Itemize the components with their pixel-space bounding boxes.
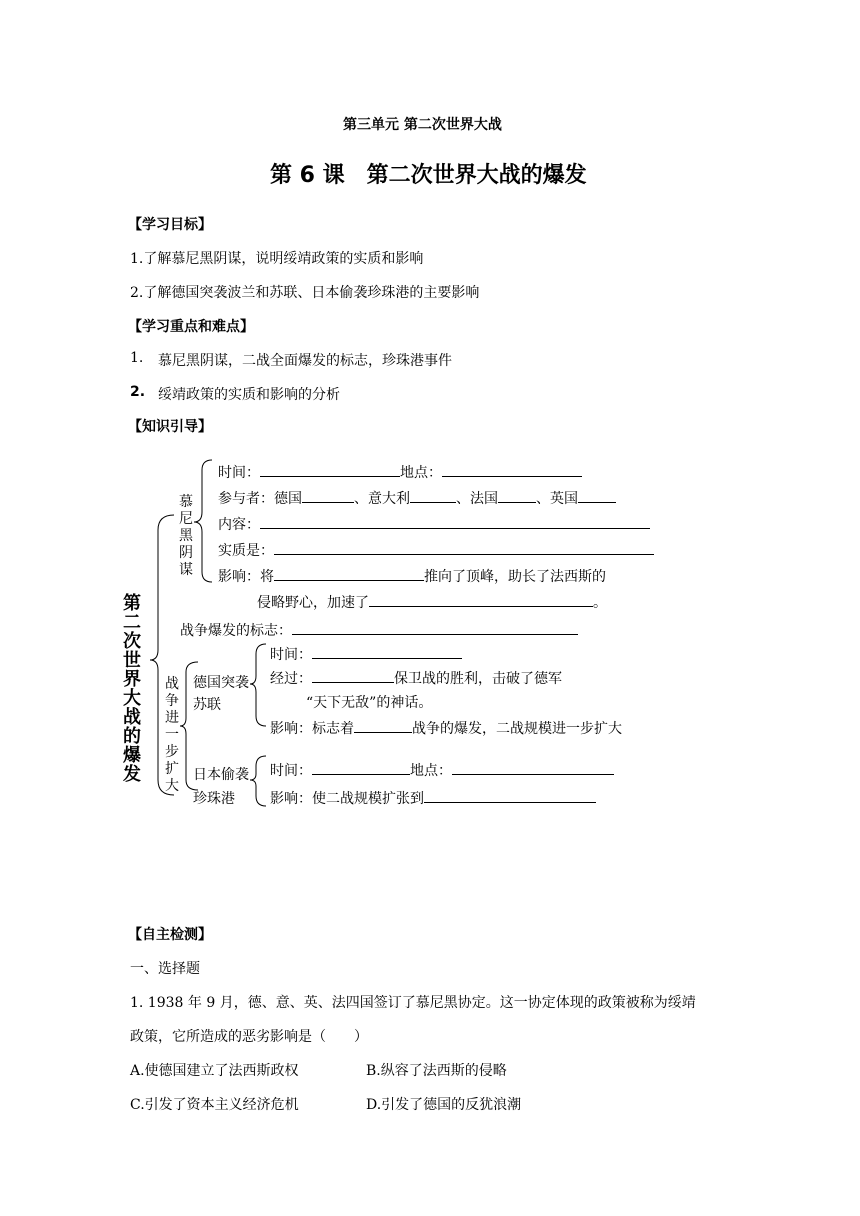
- guide-heading: 【知识引导】: [128, 419, 212, 435]
- blank: [354, 718, 412, 733]
- munich-time-row: [218, 462, 582, 482]
- option-a: A.使德国建立了法西斯政权: [130, 1063, 299, 1079]
- selftest-section: 一、选择题: [130, 961, 200, 977]
- expand-label: 战争进一步扩大: [165, 676, 179, 794]
- goal-item: 2.了解德国突袭波兰和苏联、日本偷袭珍珠港的主要影响: [130, 285, 480, 301]
- blank: [369, 592, 593, 607]
- blank: [578, 488, 616, 503]
- germany-process-row-2: “天下无敌”的神话。: [306, 695, 433, 711]
- blank: [498, 488, 536, 503]
- guide-root-label: 第二次世界大战的爆发: [123, 593, 141, 785]
- effect-label: 影响：将: [218, 569, 274, 585]
- goal-item: 1.了解慕尼黑阴谋，说明绥靖政策的实质和影响: [130, 251, 424, 267]
- blank: [260, 514, 650, 529]
- blank: [274, 566, 424, 581]
- japan-label: 珍珠港: [193, 791, 235, 807]
- munich-label: 慕尼黑阴谋: [179, 494, 193, 578]
- period: 。: [593, 595, 607, 611]
- goals-heading: 【学习目标】: [128, 217, 212, 233]
- germany-label: 德国突袭苏联: [193, 675, 249, 713]
- effect-label: 影响：使二战规模扩张到: [270, 791, 424, 807]
- keypoint-text: 绥靖政策的实质和影响的分析: [158, 387, 340, 403]
- blank: [274, 540, 654, 555]
- place-label: 地点：: [410, 763, 452, 779]
- germany-process-row: [270, 668, 562, 688]
- unit-title: 第三单元 第二次世界大战: [343, 117, 502, 133]
- blank: [312, 760, 410, 775]
- outbreak-row: [180, 620, 578, 640]
- blank: [312, 644, 462, 659]
- munich-effect-row: [218, 566, 606, 586]
- keypoint-text: 慕尼黑阴谋，二战全面爆发的标志，珍珠港事件: [158, 353, 452, 369]
- munich-time-label: 时间：: [218, 465, 260, 481]
- content-label: 内容：: [218, 517, 260, 533]
- time-label: 时间：: [270, 763, 312, 779]
- munich-content-row: [218, 514, 650, 534]
- italy-label: 、意大利: [354, 491, 410, 507]
- keypoints-heading: 【学习重点和难点】: [128, 319, 254, 335]
- japan-effect-row: [270, 788, 596, 808]
- option-c: C.引发了资本主义经济危机: [130, 1097, 299, 1113]
- keypoint-num: 2.: [130, 384, 146, 400]
- germany-effect-row: [270, 718, 622, 738]
- germany-time-row: [270, 644, 462, 664]
- selftest-heading: 【自主检测】: [128, 927, 212, 943]
- time-label: 时间：: [270, 647, 312, 663]
- effect-label: 影响：标志着: [270, 721, 354, 737]
- munich-essence-row: [218, 540, 654, 560]
- option-d: D.引发了德国的反犹浪潮: [366, 1097, 522, 1113]
- blank: [312, 668, 394, 683]
- japan-label: 日本偷袭: [193, 767, 249, 783]
- blank: [424, 788, 596, 803]
- blank: [452, 760, 614, 775]
- munich-place-label: 地点：: [400, 465, 442, 481]
- effect-text: 战争的爆发，二战规模进一步扩大: [412, 721, 622, 737]
- blank: [260, 462, 400, 477]
- france-label: 、法国: [456, 491, 498, 507]
- blank: [410, 488, 456, 503]
- outbreak-label: 战争爆发的标志：: [180, 623, 292, 639]
- blank: [302, 488, 354, 503]
- effect-text: 侵略野心，加速了: [257, 595, 369, 611]
- britain-label: 、英国: [536, 491, 578, 507]
- question-text: 1. 1938 年 9 月，德、意、英、法四国签订了慕尼黑协定。这一协定体现的政策被称为绥靖: [130, 995, 696, 1011]
- lesson-title: 第 6 课 第二次世界大战的爆发: [270, 163, 587, 188]
- blank: [292, 620, 578, 635]
- keypoint-num: 1.: [130, 350, 144, 366]
- munich-participants-row: [218, 488, 616, 508]
- process-text: 保卫战的胜利，击破了德军: [394, 671, 562, 687]
- essence-label: 实质是：: [218, 543, 274, 559]
- question-text: 政策，它所造成的恶劣影响是（ ）: [130, 1029, 368, 1045]
- japan-time-row: [270, 760, 614, 780]
- participants-label: 参与者：德国: [218, 491, 302, 507]
- process-label: 经过：: [270, 671, 312, 687]
- blank: [442, 462, 582, 477]
- munich-effect-row-2: [257, 592, 607, 612]
- option-b: B.纵容了法西斯的侵略: [366, 1063, 507, 1079]
- effect-text: 推向了顶峰，助长了法西斯的: [424, 569, 606, 585]
